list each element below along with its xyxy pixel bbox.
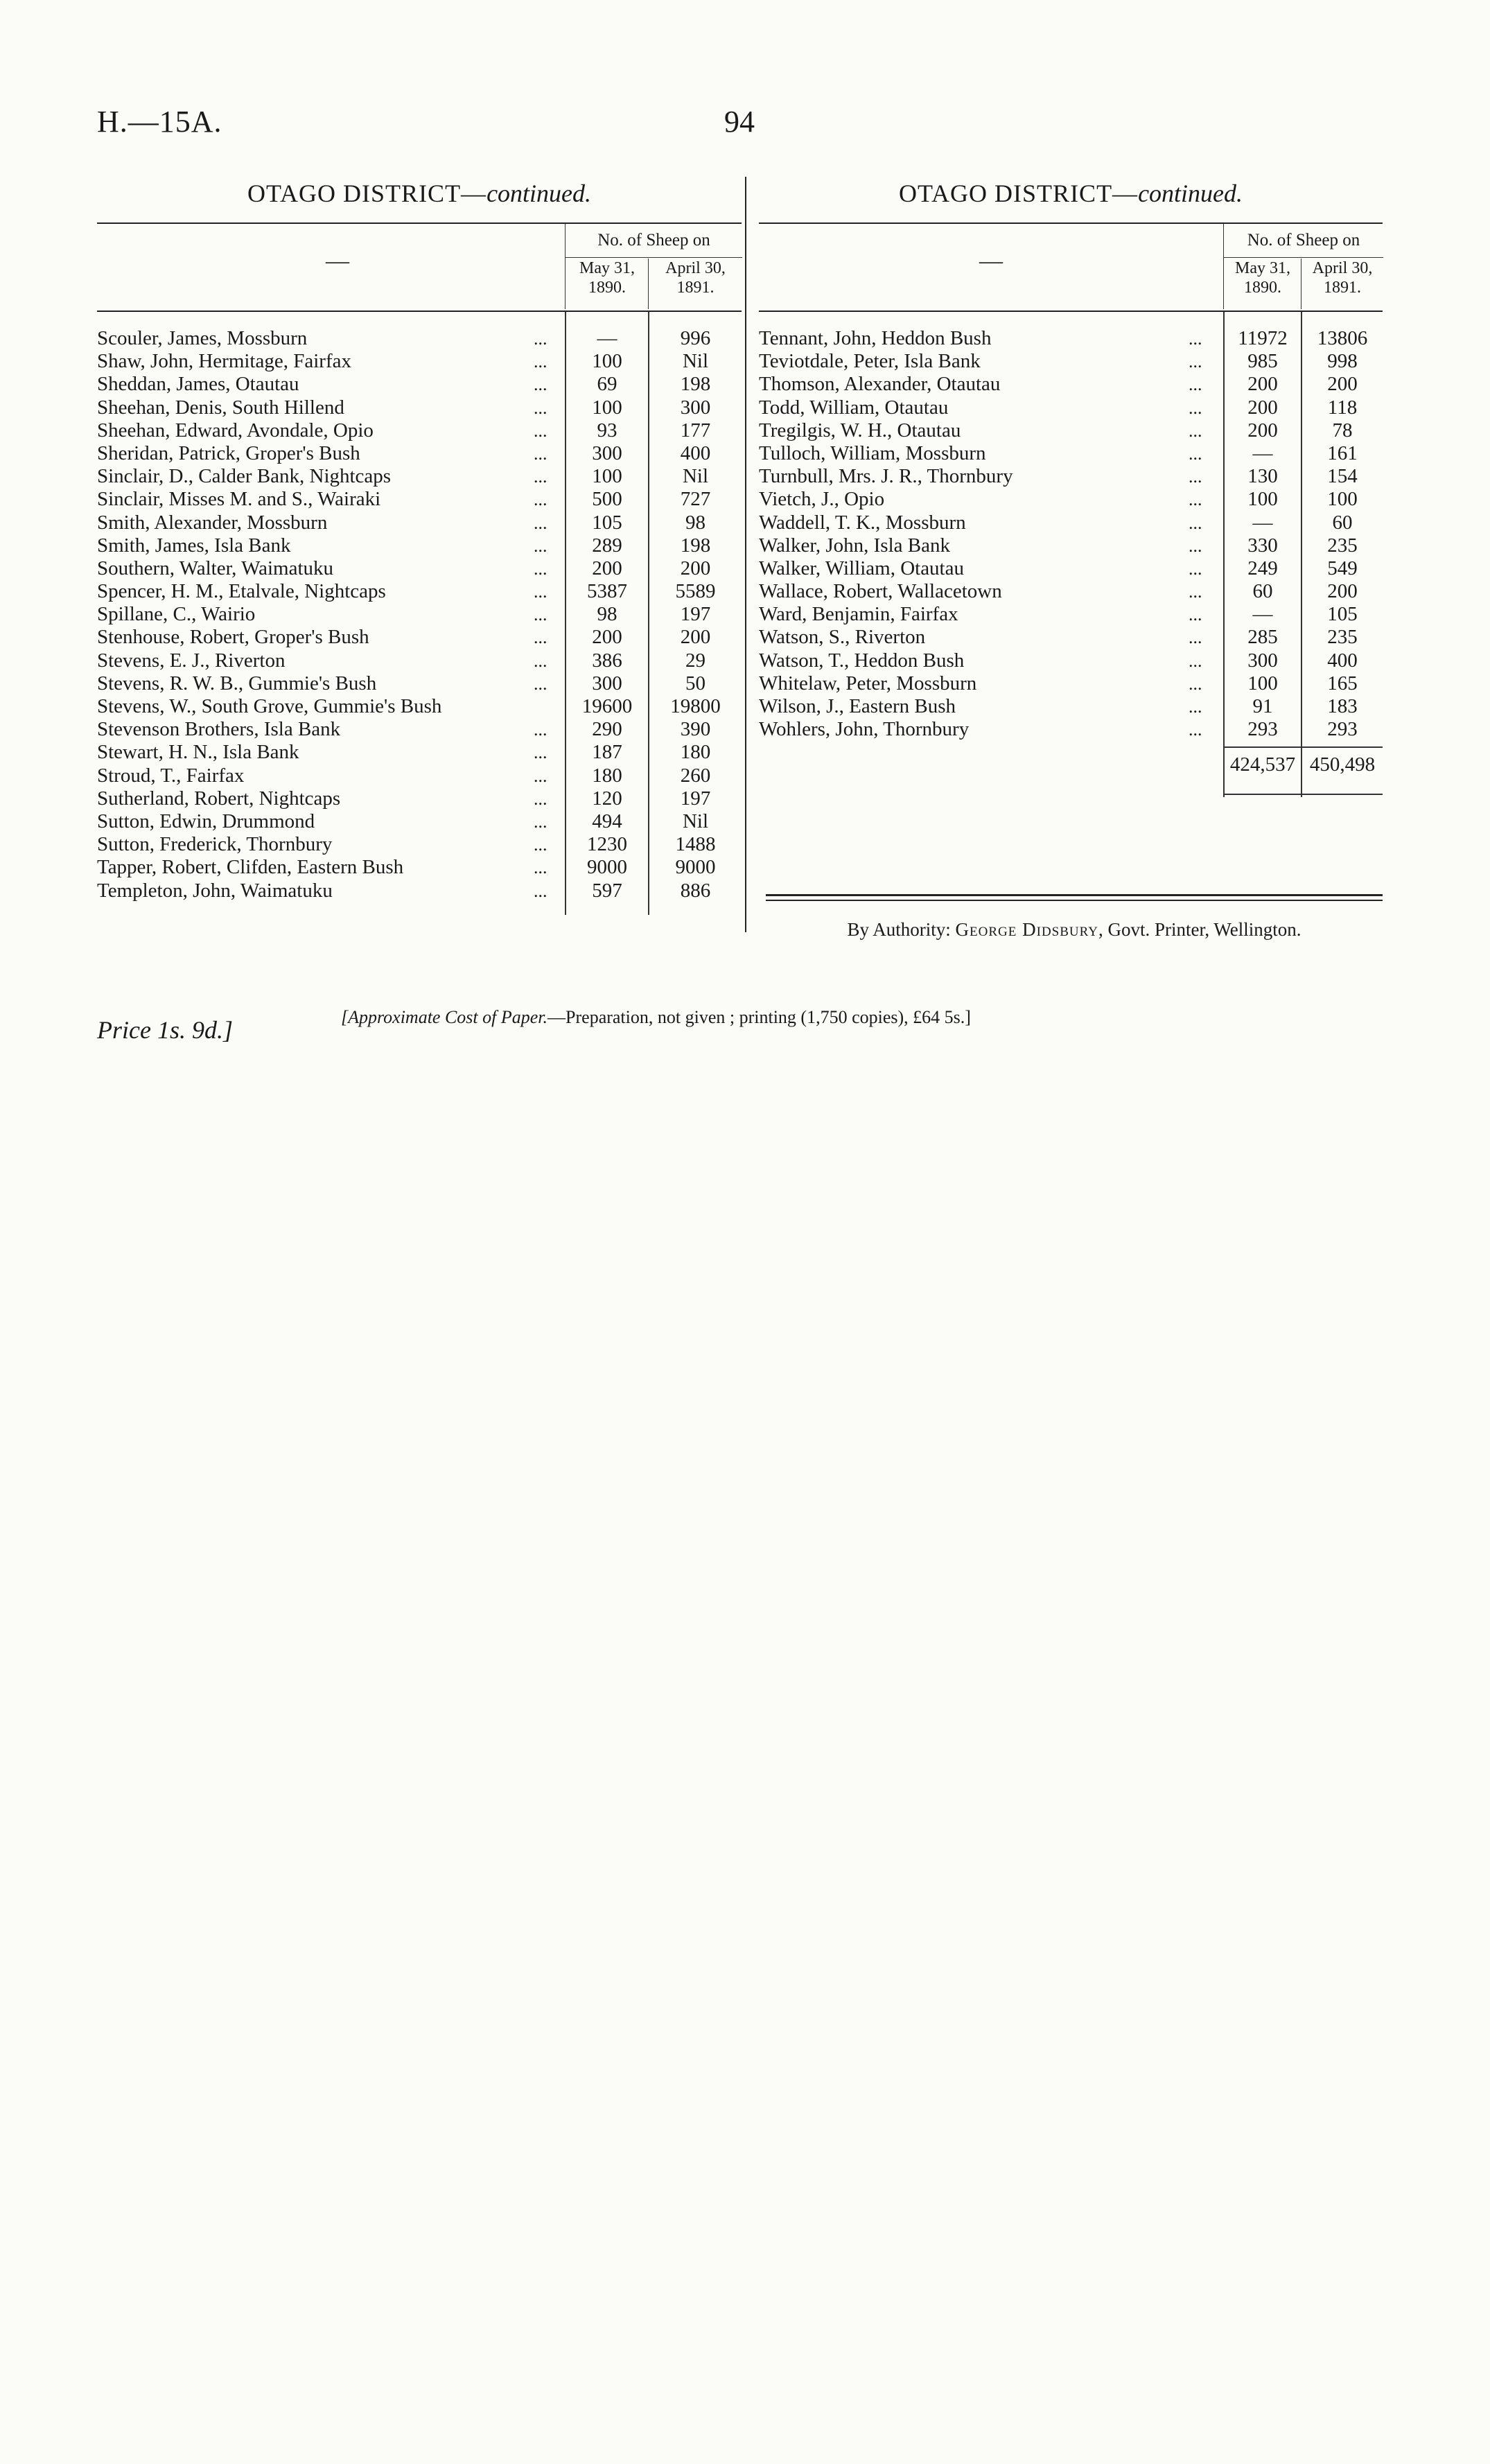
sheep-1891-value: 197 <box>680 787 711 810</box>
sheep-1890-value: 100 <box>592 350 622 373</box>
table-row <box>97 787 742 810</box>
section-title-main: OTAGO DISTRICT— <box>898 180 1139 207</box>
sheep-1891-value: 996 <box>680 327 711 349</box>
owner-name: Southern, Walter, Waimatuku <box>97 557 334 579</box>
leader-dots: ... <box>534 420 547 441</box>
sheep-1890-value: 100 <box>1247 672 1278 694</box>
sheep-1890-value: 91 <box>1252 695 1273 717</box>
table-row <box>97 373 742 396</box>
price: Price 1s. 9d.] <box>97 1016 233 1044</box>
leader-dots: ... <box>534 329 547 349</box>
col-1891-header <box>1301 259 1383 309</box>
leader-dots: ... <box>1189 329 1202 349</box>
sheep-1890-value: 200 <box>1247 419 1278 442</box>
sheep-1891-value: 118 <box>1327 396 1358 419</box>
owner-name: Tregilgis, W. H., Otautau <box>759 419 961 442</box>
section-title <box>97 177 742 210</box>
leader-dots: ... <box>1189 489 1202 510</box>
leader-dots: ... <box>1189 420 1202 441</box>
table-row <box>759 534 1383 557</box>
owner-name: Sinclair, Misses M. and S., Wairaki <box>97 488 381 511</box>
total-rule <box>1225 794 1383 795</box>
sheep-1890-value: 105 <box>592 511 622 534</box>
owner-name: Sutton, Edwin, Drummond <box>97 810 315 832</box>
owner-name: Stroud, T., Fairfax <box>97 764 245 787</box>
table-row <box>97 396 742 419</box>
sheep-1891-value: 198 <box>680 534 711 557</box>
table-row <box>759 419 1383 442</box>
sheep-1891-value: 60 <box>1332 511 1353 534</box>
sheep-1890-value: — <box>597 327 617 349</box>
sheep-1890-value: — <box>1252 442 1273 464</box>
table-row <box>759 488 1383 511</box>
sheep-1891-value: 1488 <box>675 833 716 856</box>
sheep-1891-value: 165 <box>1327 672 1358 694</box>
sheep-1891-value: 400 <box>1327 649 1358 672</box>
owner-name: Tennant, John, Heddon Bush <box>759 327 992 349</box>
sheep-1891-value: 200 <box>680 557 711 579</box>
owner-name: Sheddan, James, Otautau <box>97 373 299 396</box>
sheep-1890-value: 100 <box>1247 488 1278 511</box>
name-column-dash: — <box>326 248 349 274</box>
owner-name: Spencer, H. M., Etalvale, Nightcaps <box>97 580 386 603</box>
sheep-1891-value: 50 <box>685 672 705 694</box>
owner-name: Whitelaw, Peter, Mossburn <box>759 672 977 694</box>
sheep-1890-value: 386 <box>592 649 622 672</box>
leader-dots: ... <box>1189 582 1202 602</box>
sheep-1891-value: 293 <box>1327 718 1358 741</box>
sheep-1891-value: 29 <box>685 649 705 672</box>
leader-dots: ... <box>534 489 547 510</box>
col-1891-line1: April 30, <box>665 259 726 277</box>
sheep-1890-value: 285 <box>1247 626 1278 649</box>
col-1890-line2: 1890. <box>1244 279 1281 297</box>
owner-name: Stenhouse, Robert, Groper's Bush <box>97 626 369 649</box>
sheep-1890-value: 290 <box>592 718 622 741</box>
left-column <box>97 177 742 902</box>
owner-name: Turnbull, Mrs. J. R., Thornbury <box>759 465 1013 488</box>
cost-detail: —Preparation, not given ; printing (1,750 copies), £64 5s.] <box>547 1007 971 1027</box>
table-row <box>759 442 1383 465</box>
sheep-1890-value: 293 <box>1247 718 1278 741</box>
sheep-1891-value: 235 <box>1327 534 1358 557</box>
owner-name: Templeton, John, Waimatuku <box>97 879 333 902</box>
section-title-italic: continued. <box>1138 180 1243 207</box>
leader-dots: ... <box>1189 397 1202 418</box>
sheep-1890-value: 300 <box>592 442 622 464</box>
sheep-1891-value: 100 <box>1327 488 1358 511</box>
leader-dots: ... <box>534 558 547 579</box>
table-row <box>759 396 1383 419</box>
leader-dots: ... <box>1189 512 1202 533</box>
owner-name: Ward, Benjamin, Fairfax <box>759 603 958 626</box>
page-number: 94 <box>724 105 755 139</box>
sheep-1890-value: 187 <box>592 741 622 764</box>
sheep-1890-value: 200 <box>1247 396 1278 419</box>
sheep-1890-value: 985 <box>1247 350 1278 373</box>
sheep-1891-value: 260 <box>680 764 711 787</box>
leader-dots: ... <box>534 811 547 832</box>
sheep-1890-value: 330 <box>1247 534 1278 557</box>
owner-name: Shaw, John, Hermitage, Fairfax <box>97 350 351 373</box>
owner-name: Stevens, W., South Grove, Gummie's Bush <box>97 695 442 717</box>
document-reference: H.—15A. <box>97 105 222 139</box>
owner-name: Walker, John, Isla Bank <box>759 534 950 557</box>
col-1890-line2: 1890. <box>588 279 626 297</box>
sheep-1890-value: 9000 <box>587 856 627 879</box>
sheep-1890-value: 300 <box>592 672 622 694</box>
owner-name: Wilson, J., Eastern Bush <box>759 695 956 717</box>
sheep-1890-value: 180 <box>592 764 622 787</box>
leader-dots: ... <box>534 857 547 878</box>
leader-dots: ... <box>1189 351 1202 372</box>
col-1890-header <box>566 259 648 297</box>
sheep-1891-value: 886 <box>680 879 711 902</box>
owner-name: Watson, S., Riverton <box>759 626 926 649</box>
sheep-1891-value: 400 <box>680 442 711 464</box>
leader-dots: ... <box>534 650 547 671</box>
sheep-1890-value: 289 <box>592 534 622 557</box>
leader-dots: ... <box>534 512 547 533</box>
sheep-1891-value: 200 <box>1327 373 1358 396</box>
printer-name: George Didsbury <box>955 919 1098 940</box>
sheep-1890-value: 200 <box>592 626 622 649</box>
owner-name: Stewart, H. N., Isla Bank <box>97 741 299 764</box>
owner-name: Tapper, Robert, Clifden, Eastern Bush <box>97 856 404 879</box>
sheep-1891-value: 5589 <box>675 580 716 603</box>
sheep-1891-value: 727 <box>680 488 711 511</box>
col-1891-line2: 1891. <box>676 279 715 297</box>
sheep-1891-value: 19800 <box>670 695 721 717</box>
col-1891-line1: April 30, <box>1312 259 1373 277</box>
sheep-count-title: No. of Sheep on <box>1224 224 1383 258</box>
leader-dots: ... <box>534 835 547 855</box>
sheep-1891-value: 549 <box>1327 557 1358 579</box>
table-row <box>759 373 1383 396</box>
sheep-1890-value: 100 <box>592 396 622 419</box>
cost-note <box>341 1007 971 1028</box>
table-row <box>97 488 742 511</box>
leader-dots: ... <box>534 742 547 763</box>
owner-name: Wallace, Robert, Wallacetown <box>759 580 1002 603</box>
owner-name: Sinclair, D., Calder Bank, Nightcaps <box>97 465 392 488</box>
sheep-1891-value: 235 <box>1327 626 1358 649</box>
owner-name: Walker, William, Otautau <box>759 557 964 579</box>
table-row <box>759 626 1383 649</box>
leader-dots: ... <box>534 374 547 395</box>
authority-imprint <box>766 894 1383 941</box>
sheep-1891-value: 183 <box>1327 695 1358 717</box>
sheep-1890-value: 60 <box>1252 580 1273 603</box>
table-row <box>97 856 742 879</box>
owner-name: Sheehan, Denis, South Hillend <box>97 396 344 419</box>
leader-dots: ... <box>1189 673 1202 694</box>
table-row <box>97 649 742 672</box>
sheep-1891-value: 177 <box>680 419 711 442</box>
right-column <box>759 177 1383 796</box>
leader-dots: ... <box>1189 535 1202 556</box>
authority-suffix: , Govt. Printer, Wellington. <box>1098 919 1301 940</box>
sheep-1890-value: 500 <box>592 488 622 511</box>
sheep-1891-value: 9000 <box>675 856 716 879</box>
col-1890-line1: May 31, <box>1235 259 1290 277</box>
owner-name: Stevens, R. W. B., Gummie's Bush <box>97 672 377 694</box>
sheep-1890-value: 100 <box>592 465 622 488</box>
name-column-dash: — <box>979 248 1003 274</box>
printer-line <box>766 919 1383 941</box>
owner-name: Waddell, T. K., Mossburn <box>759 511 966 534</box>
sheep-1890-value: 200 <box>592 557 622 579</box>
table-body <box>759 327 1383 741</box>
owner-name: Teviotdale, Peter, Isla Bank <box>759 350 981 373</box>
table-row <box>97 512 742 534</box>
leader-dots: ... <box>1189 443 1202 464</box>
col-1891-header <box>648 259 742 309</box>
sheep-1891-value: 180 <box>680 741 711 764</box>
owner-name: Sutton, Frederick, Thornbury <box>97 833 333 856</box>
total-rule <box>1225 746 1383 748</box>
table-row <box>759 580 1383 603</box>
leader-dots: ... <box>534 880 547 901</box>
table-row <box>759 672 1383 695</box>
double-rule <box>766 900 1383 901</box>
sheep-1890-value: 1230 <box>587 833 627 856</box>
page-header <box>97 104 1393 146</box>
sheep-1890-value: 11972 <box>1238 327 1288 349</box>
leader-dots: ... <box>534 351 547 372</box>
sheep-1891-value: 390 <box>680 718 711 741</box>
leader-dots: ... <box>534 719 547 740</box>
table-row <box>97 419 742 442</box>
sheep-1890-value: 130 <box>1247 465 1278 488</box>
table-header <box>759 222 1383 312</box>
sheep-count-title: No. of Sheep on <box>566 224 742 258</box>
double-rule <box>766 894 1383 896</box>
table-row <box>759 649 1383 672</box>
table-row <box>759 695 1383 718</box>
leader-dots: ... <box>534 582 547 602</box>
sheep-1891-value: Nil <box>682 810 709 832</box>
section-title-main: OTAGO DISTRICT— <box>247 180 487 207</box>
table-row <box>759 465 1383 488</box>
sheep-1890-value: 597 <box>592 879 622 902</box>
table-row <box>97 626 742 649</box>
owner-name: Tulloch, William, Mossburn <box>759 442 986 464</box>
owner-name: Watson, T., Heddon Bush <box>759 649 965 672</box>
owner-name: Vietch, J., Opio <box>759 488 885 511</box>
table-row <box>97 603 742 626</box>
owner-name: Spillane, C., Wairio <box>97 603 256 626</box>
total-row <box>759 741 1383 796</box>
table-row <box>97 764 742 787</box>
sheep-1891-value: 98 <box>685 511 705 534</box>
table-row <box>97 557 742 580</box>
leader-dots: ... <box>534 397 547 418</box>
sheep-1891-value: 197 <box>680 603 711 626</box>
owner-name: Thomson, Alexander, Otautau <box>759 373 1001 396</box>
table-row <box>759 557 1383 580</box>
sheep-1891-value: Nil <box>682 350 709 373</box>
table-row <box>97 695 742 718</box>
sheep-1891-value: 161 <box>1327 442 1358 464</box>
owner-name: Stevens, E. J., Riverton <box>97 649 286 672</box>
sheep-1890-value: 120 <box>592 787 622 810</box>
table-body <box>97 327 742 902</box>
sheep-1890-value: 494 <box>592 810 622 832</box>
table-row <box>97 880 742 902</box>
table-row <box>759 718 1383 741</box>
table-row <box>97 741 742 764</box>
table-row <box>97 350 742 373</box>
table-row <box>97 672 742 695</box>
leader-dots: ... <box>1189 558 1202 579</box>
owner-name: Smith, Alexander, Mossburn <box>97 511 328 534</box>
section-title-italic: continued. <box>487 180 592 207</box>
table-row <box>97 580 742 603</box>
sheep-1891-value: 200 <box>1327 580 1358 603</box>
table-row <box>759 350 1383 373</box>
column-divider <box>745 177 746 932</box>
sheep-1891-value: Nil <box>682 465 709 488</box>
sheep-1890-value: 93 <box>597 419 617 442</box>
leader-dots: ... <box>1189 374 1202 395</box>
total-1890: 424,537 <box>1229 753 1296 776</box>
owner-name: Sutherland, Robert, Nightcaps <box>97 787 341 810</box>
leader-dots: ... <box>1189 697 1202 717</box>
sheep-1890-value: 200 <box>1247 373 1278 396</box>
sheep-1891-value: 154 <box>1327 465 1358 488</box>
col-1891-line2: 1891. <box>1324 279 1361 297</box>
leader-dots: ... <box>1189 466 1202 487</box>
col-1890-header <box>1225 259 1301 297</box>
sheep-1890-value: 5387 <box>587 580 627 603</box>
sheep-1891-value: 998 <box>1327 350 1358 373</box>
leader-dots: ... <box>534 765 547 786</box>
leader-dots: ... <box>534 535 547 556</box>
table-row <box>759 512 1383 534</box>
owner-name: Stevenson Brothers, Isla Bank <box>97 718 341 741</box>
leader-dots: ... <box>1189 650 1202 671</box>
sheep-1891-value: 300 <box>680 396 711 419</box>
table-header <box>97 222 742 312</box>
leader-dots: ... <box>534 788 547 809</box>
leader-dots: ... <box>534 604 547 625</box>
total-1891: 450,498 <box>1309 753 1376 776</box>
owner-name: Scouler, James, Mossburn <box>97 327 308 349</box>
sheep-1891-value: 198 <box>680 373 711 396</box>
table-row <box>759 603 1383 626</box>
owner-name: Sheridan, Patrick, Groper's Bush <box>97 442 360 464</box>
owner-name: Todd, William, Otautau <box>759 396 949 419</box>
leader-dots: ... <box>1189 627 1202 648</box>
leader-dots: ... <box>534 466 547 487</box>
sheep-1890-value: — <box>1252 511 1273 534</box>
sheep-1890-value: 249 <box>1247 557 1278 579</box>
sheep-1891-value: 200 <box>680 626 711 649</box>
owner-name: Smith, James, Isla Bank <box>97 534 291 557</box>
table-row <box>97 442 742 465</box>
sheep-1891-value: 105 <box>1327 603 1358 626</box>
leader-dots: ... <box>1189 719 1202 740</box>
leader-dots: ... <box>534 443 547 464</box>
sheep-1891-value: 78 <box>1332 419 1353 442</box>
table-row <box>759 327 1383 350</box>
col-1890-line1: May 31, <box>579 259 635 277</box>
sheep-1890-value: 19600 <box>581 695 633 717</box>
sheep-1890-value: 69 <box>597 373 617 396</box>
leader-dots: ... <box>1189 604 1202 625</box>
authority-prefix: By Authority: <box>847 919 956 940</box>
owner-name: Sheehan, Edward, Avondale, Opio <box>97 419 374 442</box>
sheep-1890-value: — <box>1252 603 1273 626</box>
table-row <box>97 718 742 741</box>
sheep-1891-value: 13806 <box>1317 327 1368 349</box>
table-row <box>97 810 742 833</box>
sheep-1890-value: 98 <box>597 603 617 626</box>
leader-dots: ... <box>534 673 547 694</box>
section-title <box>759 177 1383 210</box>
table-row <box>97 833 742 856</box>
table-row <box>97 534 742 557</box>
owner-name: Wohlers, John, Thornbury <box>759 718 970 741</box>
leader-dots: ... <box>534 627 547 648</box>
table-row <box>97 465 742 488</box>
table-row <box>97 327 742 350</box>
sheep-1890-value: 300 <box>1247 649 1278 672</box>
cost-label: [Approximate Cost of Paper. <box>341 1007 548 1027</box>
